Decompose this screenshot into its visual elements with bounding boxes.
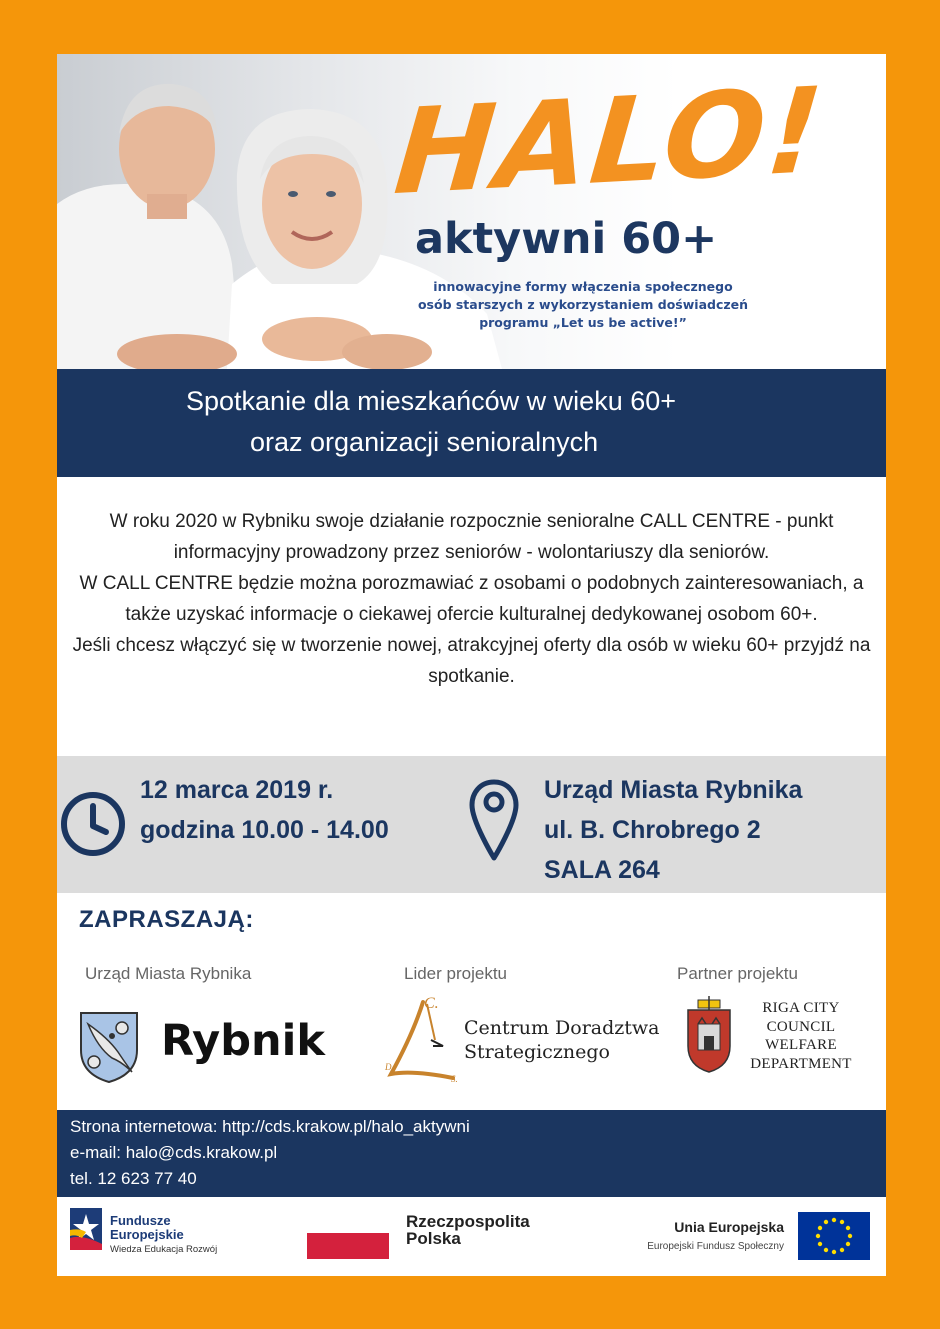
riga-logo-text: [741, 999, 861, 1073]
description-paragraph: Jeśli chcesz włączyć się w tworzenie nowej, atrakcyjnej oferty dla osób w wieku 60+ przyjdź na spotkanie.: [72, 635, 871, 687]
organizers-heading: ZAPRASZAJĄ:: [79, 906, 254, 933]
aktywni-subtitle: aktywni 60+: [415, 214, 718, 264]
tagline-line: osób starszych z wykorzystaniem doświadczeń: [417, 297, 749, 312]
event-place-room: SALA 264: [544, 856, 660, 884]
event-place-name: Urząd Miasta Rybnika: [544, 776, 803, 804]
organizer-label-partner: Partner projektu: [677, 964, 798, 983]
clock-icon: [59, 790, 127, 858]
rybnik-logo-text: Rybnik: [161, 1016, 325, 1066]
event-details-band: [57, 756, 886, 893]
riga-logo-line: RIGA CITY: [762, 1000, 840, 1016]
event-place-street: ul. B. Chrobrego 2: [544, 816, 761, 844]
riga-logo-line: COUNCIL: [766, 1018, 836, 1035]
cds-logo-line: Strategicznego: [464, 1041, 610, 1063]
organizer-label-city: Urząd Miasta Rybnika: [85, 964, 252, 983]
meeting-title-line1: Spotkanie dla mieszkańców w wieku 60+: [186, 386, 677, 416]
description-paragraph: W CALL CENTRE będzie można porozmawiać z osobami o podobnych zainteresowaniach, a także uzyskać informacje o ciekawej ofercie kulturalnej dedykowanej osobom 60+.: [79, 573, 864, 625]
cds-mark-s: S.: [451, 1074, 458, 1084]
cds-mark-d: D.: [385, 1062, 394, 1072]
description: [67, 506, 876, 692]
contact-email[interactable]: e-mail: halo@cds.krakow.pl: [70, 1143, 278, 1162]
fe-title-line: Europejskie: [110, 1227, 184, 1242]
ue-title: Unia Europejska: [674, 1219, 784, 1235]
fe-title-line: Fundusze: [110, 1213, 171, 1228]
event-date: 12 marca 2019 r.: [140, 776, 334, 804]
tagline-line: programu „Let us be active!”: [479, 315, 687, 330]
hero-banner: [57, 54, 886, 369]
location-pin-icon: [468, 778, 520, 862]
contact-band: [57, 1110, 886, 1197]
funding-footer: [57, 1197, 886, 1276]
tagline-line: innowacyjne formy włączenia społecznego: [433, 279, 733, 294]
riga-logo-line: WELFARE: [765, 1037, 837, 1053]
tagline: [393, 278, 773, 332]
contact-phone: tel. 12 623 77 40: [70, 1169, 197, 1188]
cds-mark-c: C.: [424, 995, 439, 1012]
organizer-label-leader: Lider projektu: [404, 964, 508, 983]
riga-logo-line: DEPARTMENT: [750, 1055, 852, 1072]
riga-coat-of-arms-icon: [684, 996, 734, 1074]
contact-website[interactable]: Strona internetowa: http://cds.krakow.pl/halo_aktywni: [70, 1117, 470, 1136]
poster: [57, 54, 886, 1276]
event-time: godzina 10.00 - 14.00: [140, 816, 389, 844]
cds-logo-line: Centrum Doradztwa: [464, 1017, 660, 1039]
meeting-title-line2: oraz organizacji senioralnych: [250, 427, 599, 457]
rp-text-line: Polska: [406, 1229, 461, 1248]
cds-logo-text: [464, 1016, 660, 1064]
meeting-title-band: [57, 369, 886, 477]
halo-title: HALO!: [389, 60, 830, 222]
eu-flag-icon: [798, 1212, 870, 1260]
description-paragraph: W roku 2020 w Rybniku swoje działanie rozpocznie senioralne CALL CENTRE - punkt informacyjny prowadzony przez seniorów - wolontariuszy dla seniorów.: [109, 511, 834, 563]
fe-subtitle: Wiedza Edukacja Rozwój: [110, 1244, 218, 1255]
cds-triangle-icon: [383, 994, 463, 1084]
rp-text-line: Rzeczpospolita: [406, 1212, 530, 1231]
rybnik-coat-of-arms-icon: [78, 1010, 140, 1084]
ue-subtitle: Europejski Fundusz Społeczny: [647, 1241, 784, 1252]
